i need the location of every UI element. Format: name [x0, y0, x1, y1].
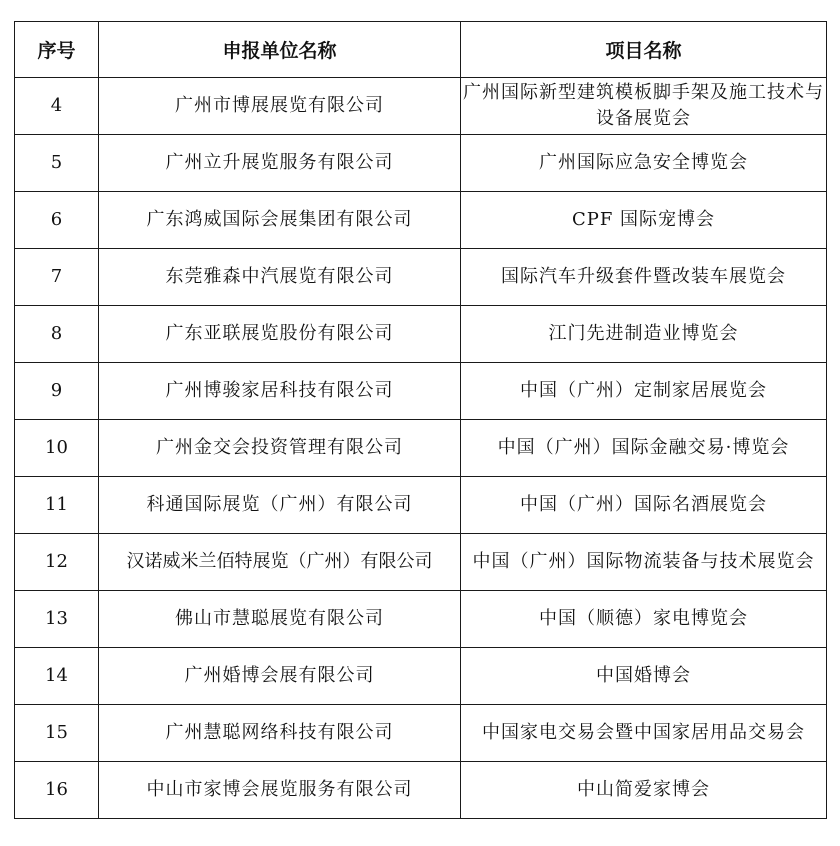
exhibition-table — [14, 21, 827, 819]
row-unit: 广东鸿威国际会展集团有限公司 — [99, 192, 461, 249]
table-row — [15, 420, 827, 477]
table-row — [15, 648, 827, 705]
header-unit: 申报单位名称 — [99, 22, 461, 78]
row-project: 中国婚博会 — [461, 648, 827, 705]
table-row — [15, 534, 827, 591]
row-index: 9 — [15, 363, 99, 420]
row-index: 13 — [15, 591, 99, 648]
header-project: 项目名称 — [461, 22, 827, 78]
table-row — [15, 78, 827, 135]
table-row — [15, 192, 827, 249]
table-row — [15, 135, 827, 192]
table-row — [15, 306, 827, 363]
row-project: 广州国际新型建筑模板脚手架及施工技术与设备展览会 — [461, 78, 827, 135]
row-unit: 科通国际展览（广州）有限公司 — [99, 477, 461, 534]
table-row — [15, 477, 827, 534]
row-index: 11 — [15, 477, 99, 534]
row-index: 10 — [15, 420, 99, 477]
row-project: 中国（广州）国际金融交易·博览会 — [461, 420, 827, 477]
row-unit: 广州金交会投资管理有限公司 — [99, 420, 461, 477]
table-row — [15, 705, 827, 762]
row-index: 8 — [15, 306, 99, 363]
row-index: 7 — [15, 249, 99, 306]
row-project: 国际汽车升级套件暨改装车展览会 — [461, 249, 827, 306]
row-index: 5 — [15, 135, 99, 192]
row-index: 15 — [15, 705, 99, 762]
row-unit: 广州博骏家居科技有限公司 — [99, 363, 461, 420]
table-row — [15, 363, 827, 420]
row-project: 中国（顺德）家电博览会 — [461, 591, 827, 648]
row-unit: 广东亚联展览股份有限公司 — [99, 306, 461, 363]
row-index: 16 — [15, 762, 99, 819]
row-project: 中国（广州）国际名酒展览会 — [461, 477, 827, 534]
header-index: 序号 — [15, 22, 99, 78]
row-project: 中国（广州）国际物流装备与技术展览会 — [461, 534, 827, 591]
row-unit: 广州慧聪网络科技有限公司 — [99, 705, 461, 762]
row-index: 4 — [15, 78, 99, 135]
row-unit: 东莞雅森中汽展览有限公司 — [99, 249, 461, 306]
row-index: 12 — [15, 534, 99, 591]
table-row — [15, 591, 827, 648]
table-row — [15, 762, 827, 819]
row-index: 6 — [15, 192, 99, 249]
table-header-row — [15, 22, 827, 78]
row-unit: 广州立升展览服务有限公司 — [99, 135, 461, 192]
row-unit: 佛山市慧聪展览有限公司 — [99, 591, 461, 648]
row-unit: 广州市博展展览有限公司 — [99, 78, 461, 135]
row-project: 广州国际应急安全博览会 — [461, 135, 827, 192]
row-project: 中国家电交易会暨中国家居用品交易会 — [461, 705, 827, 762]
row-project: 中国（广州）定制家居展览会 — [461, 363, 827, 420]
row-project: 中山简爱家博会 — [461, 762, 827, 819]
row-unit: 中山市家博会展览服务有限公司 — [99, 762, 461, 819]
row-unit: 汉诺威米兰佰特展览（广州）有限公司 — [99, 534, 461, 591]
row-unit: 广州婚博会展有限公司 — [99, 648, 461, 705]
row-project: CPF 国际宠博会 — [461, 192, 827, 249]
row-index: 14 — [15, 648, 99, 705]
row-project: 江门先进制造业博览会 — [461, 306, 827, 363]
table-row — [15, 249, 827, 306]
